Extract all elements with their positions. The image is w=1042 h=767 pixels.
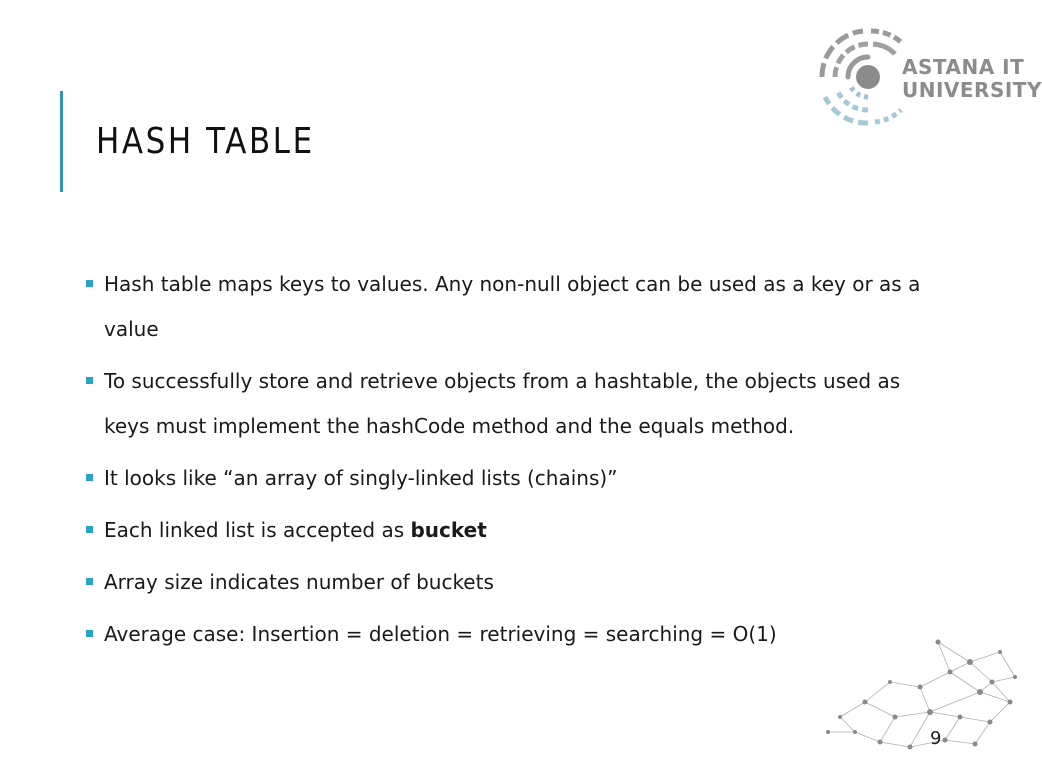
bullet-text: Hash table maps keys to values. Any non-null object can be used as a key or as a value	[104, 272, 921, 341]
page-number: 9	[930, 728, 942, 749]
bullet-list	[86, 262, 946, 664]
square-bullet-icon	[86, 377, 93, 384]
bullet-text: Array size indicates number of buckets	[104, 570, 494, 594]
bullet-bold-term: bucket	[410, 518, 487, 542]
bullet-item	[86, 456, 946, 501]
logo-text-line1: ASTANA IT	[902, 55, 1025, 79]
university-logo	[813, 22, 1042, 132]
square-bullet-icon	[86, 474, 93, 481]
bullet-item	[86, 508, 946, 553]
square-bullet-icon	[86, 578, 93, 585]
bullet-item	[86, 560, 946, 605]
bullet-text: To successfully store and retrieve objects from a hashtable, the objects used as keys must implement the hashCode method and the equals method.	[104, 369, 901, 438]
slide-title: HASH TABLE	[96, 121, 315, 162]
bullet-text: It looks like “an array of singly-linked lists (chains)”	[104, 466, 618, 490]
bullet-item	[86, 612, 946, 657]
title-accent-bar	[60, 91, 63, 192]
logo-text-line2: UNIVERSITY	[902, 78, 1042, 102]
astana-it-logo-icon	[813, 22, 903, 132]
bullet-item	[86, 359, 946, 449]
bullet-text: Each linked list is accepted as	[104, 518, 411, 542]
square-bullet-icon	[86, 630, 93, 637]
bullet-text: Average case: Insertion = deletion = retrieving = searching = O(1)	[104, 622, 777, 646]
network-graph-icon	[820, 632, 1024, 760]
square-bullet-icon	[86, 526, 93, 533]
bullet-item	[86, 262, 946, 352]
square-bullet-icon	[86, 280, 93, 287]
